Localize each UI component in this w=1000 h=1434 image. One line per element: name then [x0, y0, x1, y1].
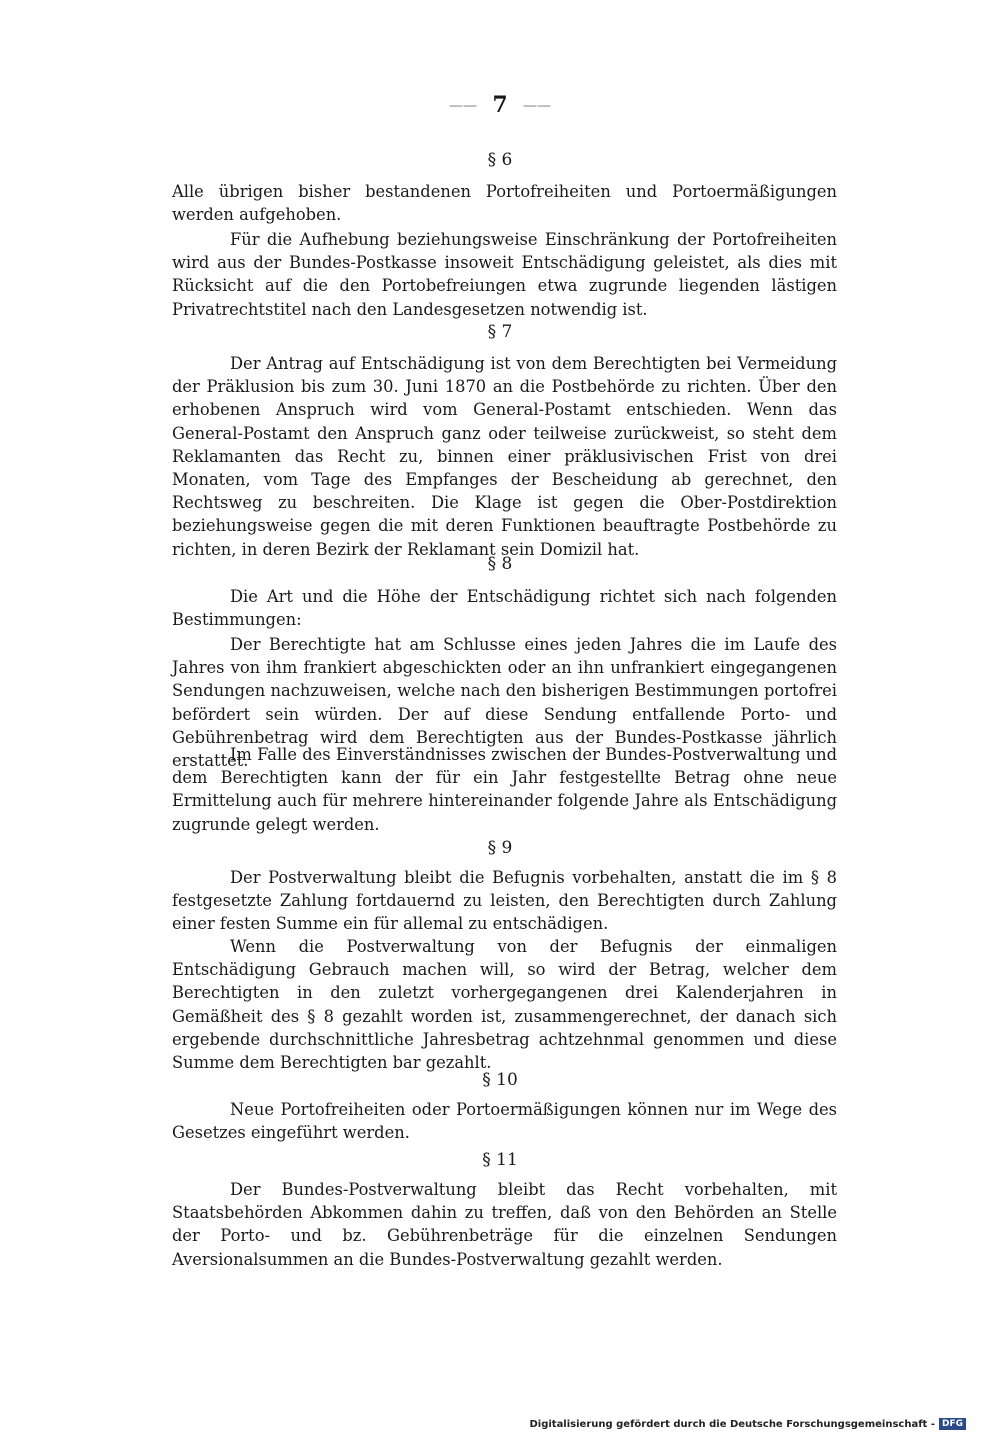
page-number	[0, 92, 1000, 118]
section-8-heading: § 8	[487, 554, 513, 574]
section-6-heading: § 6	[487, 150, 513, 170]
page-number-value: 7	[492, 92, 508, 118]
dfg-logo: DFG	[939, 1418, 966, 1430]
page-number-dash-left: ——	[449, 98, 478, 114]
section-9-paragraph-2: Wenn die Postverwaltung von der Befugnis der einmaligen Entschädigung Gebrauch machen will, so wird der Betrag, welcher dem Berechtigten in den zuletzt vorhergegangenen drei Kalenderjahren in Gemäßheit des § 8 gezahlt worden ist, zusammengerechnet, der danach sich ergebende durchschnittliche Jahresbetrag achtzehnmal genommen und diese Summe dem Berechtigten bar gezahlt.	[172, 937, 837, 1073]
section-8-paragraph-2: Der Berechtigte hat am Schlusse eines jeden Jahres die im Laufe des Jahres von ihm frankiert abgeschickten oder an ihn unfrankiert eingegangenen Sendungen nachzuweisen, welche nach den bisherigen Bestimmungen portofrei befördert sein würden. Der auf diese Sendung entfallende Porto- und Gebührenbetrag wird dem Berechtigten aus der Bundes-Postkasse jährlich erstattet.	[172, 635, 837, 771]
section-7-heading: § 7	[487, 322, 513, 342]
section-7-paragraph-1: Der Antrag auf Entschädigung ist von dem Berechtigten bei Vermeidung der Präklusion bis zum 30. Juni 1870 an die Postbehörde zu richten. Über den erhobenen Anspruch wird vom General-Postamt entschieden. Wenn das General-Postamt den Anspruch ganz oder teilweise zurückweist, so steht dem Reklamanten das Recht zu, binnen einer präklusivischen Frist von drei Monaten, vom Tage des Empfanges der Bescheidung ab gerechnet, den Rechtsweg zu beschreiten. Die Klage ist gegen die Ober-Postdirektion beziehungsweise gegen die mit deren Funktionen beauftragte Postbehörde zu richten, in deren Bezirk der Reklamant sein Domizil hat.	[172, 354, 837, 559]
section-8-paragraph-1: Die Art und die Höhe der Entschädigung richtet sich nach folgenden Bestimmungen:	[172, 587, 837, 630]
section-10-paragraph-1: Neue Portofreiheiten oder Portoermäßigungen können nur im Wege des Gesetzes eingeführt werden.	[172, 1100, 837, 1143]
page-number-dash-right: ——	[522, 98, 551, 114]
section-10-heading: § 10	[482, 1070, 518, 1090]
section-6-paragraph-2: Für die Aufhebung beziehungsweise Einschränkung der Portofreiheiten wird aus der Bundes-Postkasse insoweit Entschädigung geleistet, als dies mit Rücksicht auf die den Portobefreiungen etwa zugrunde liegenden lästigen Privatrechtstitel nach den Landesgesetzen notwendig ist.	[172, 230, 837, 319]
section-9-heading: § 9	[487, 838, 513, 858]
footer-credit	[529, 1418, 966, 1430]
section-11-paragraph-1: Der Bundes-Postverwaltung bleibt das Recht vorbehalten, mit Staatsbehörden Abkommen dahin zu treffen, daß von den Behörden an Stelle der Porto- und bz. Gebührenbeträge für die einzelnen Sendungen Aversionalsummen an die Bundes-Postverwaltung gezahlt werden.	[172, 1180, 837, 1269]
section-8-paragraph-3: Im Falle des Einverständnisses zwischen der Bundes-Postverwaltung und dem Berechtigten kann der für ein Jahr festgestellte Betrag ohne neue Ermittelung auch für mehrere hintereinander folgende Jahre als Entschädigung zugrunde gelegt werden.	[172, 745, 837, 834]
footer-text: Digitalisierung gefördert durch die Deutsche Forschungsgemeinschaft -	[529, 1418, 935, 1430]
section-9-paragraph-1: Der Postverwaltung bleibt die Befugnis vorbehalten, anstatt die im § 8 festgesetzte Zahlung fortdauernd zu leisten, den Berechtigten durch Zahlung einer festen Summe ein für allemal zu entschädigen.	[172, 868, 837, 934]
section-6-paragraph-1: Alle übrigen bisher bestandenen Portofreiheiten und Portoermäßigungen werden aufgehoben.	[172, 182, 837, 225]
section-11-heading: § 11	[482, 1150, 518, 1170]
